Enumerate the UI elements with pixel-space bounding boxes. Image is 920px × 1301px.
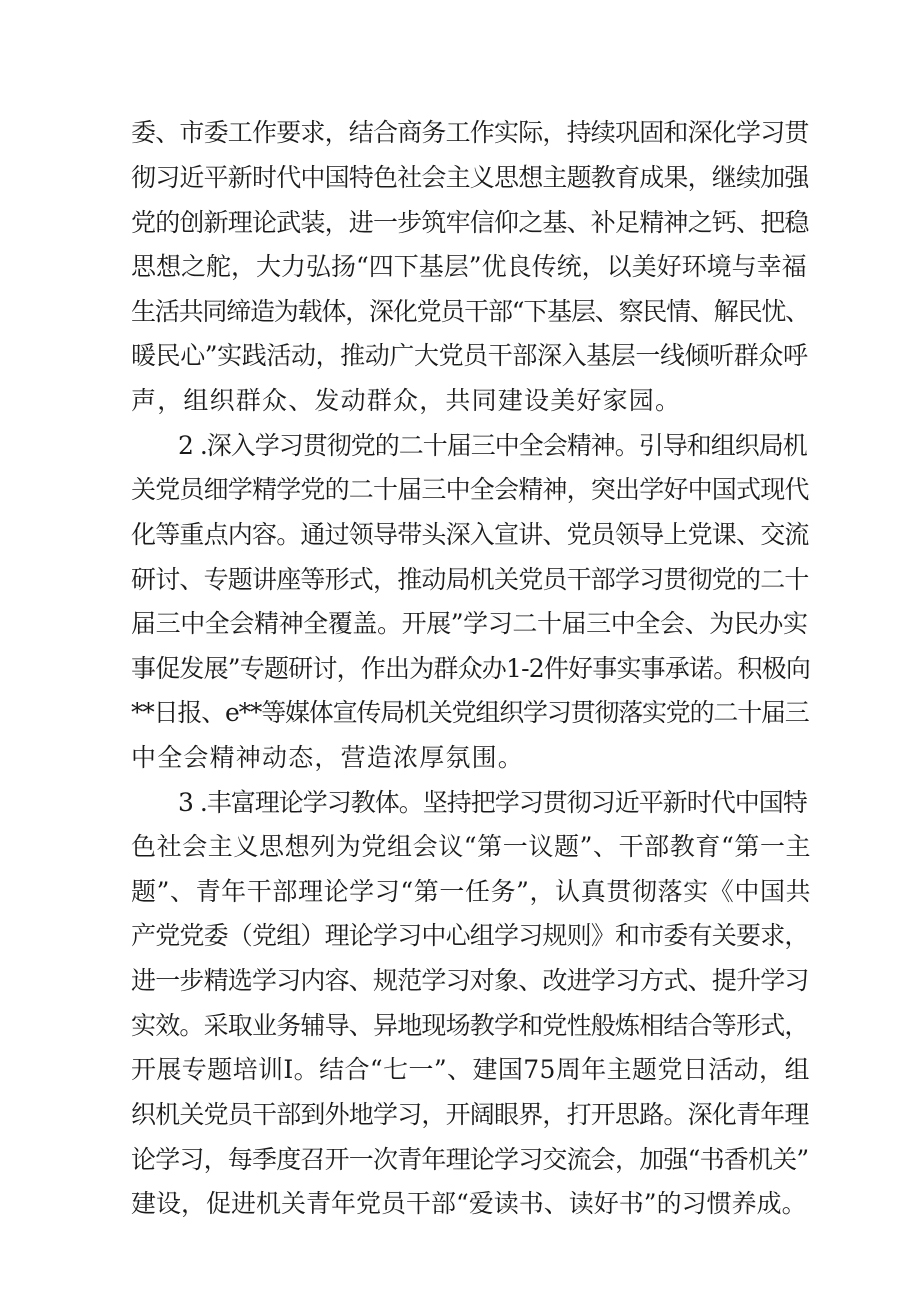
paragraph-1-line-6: 暖民心”实践活动，推动广大党员干部深入基层一线倾听群众呼 <box>131 341 808 370</box>
paragraph-2-line-4: 研讨、专题讲座等形式，推动局机关党员干部学习贯彻党的二十 <box>131 565 809 594</box>
paragraph-3-line-5: 进一步精选学习内容、规范学习对象、改进学习方式、提升学习 <box>131 966 809 995</box>
paragraph-3-line-2: 色社会主义思想列为党组会议“第一议题”、干部教育“第一主 <box>131 832 812 861</box>
paragraph-3-line-10: 建设，促进机关青年党员干部“爱读书、读好书”的习惯养成。 <box>131 1189 807 1218</box>
paragraph-1-line-7: 声，组织群众、发动群众，共同建设美好家园。 <box>131 386 682 415</box>
paragraph-1-line-2: 彻习近平新时代中国特色社会主义思想主题教育成果，继续加强 <box>131 163 809 192</box>
paragraph-3-line-3: 题”、青年干部理论学习“第一任务”，认真贯彻落实《中国共 <box>131 877 812 906</box>
paragraph-2-line-8: 中全会精神动态，营造浓厚氛围。 <box>131 743 525 772</box>
paragraph-3-line-8: 织机关党员干部到外地学习，开阔眼界，打开思路。深化青年理 <box>131 1100 809 1129</box>
paragraph-3-line-7: 开展专题培训I。结合“七一”、建国75周年主题党日活动，组 <box>131 1055 810 1084</box>
paragraph-3-line-1: 3 .丰富理论学习教体。坚持把学习贯彻习近平新时代中国特 <box>178 788 807 817</box>
paragraph-1-line-1: 委、市委工作要求，结合商务工作实际，持续巩固和深化学习贯 <box>131 118 809 147</box>
paragraph-3-line-9: 论学习，每季度召开一次青年理论学习交流会，加强“书香机关” <box>131 1145 809 1174</box>
paragraph-1-line-4: 思想之舵，大力弘扬“四下基层”优良传统，以美好环境与幸福 <box>131 252 807 281</box>
paragraph-2-line-2: 关党员细学精学党的二十届三中全会精神，突出学好中国式现代 <box>131 475 809 504</box>
paragraph-1-line-5: 生活共同缔造为载体，深化党员干部“下基层、察民情、解民忧、 <box>131 297 809 326</box>
paragraph-2-line-6: 事促发展”专题研讨，作出为群众办1-2件好事实事承诺。积极向 <box>131 654 811 683</box>
paragraph-2-line-5: 届三中全会精神全覆盖。开展”学习二十届三中全会、为民办实 <box>131 609 808 638</box>
paragraph-2-line-1: 2 .深入学习贯彻党的二十届三中全会精神。引导和组织局机 <box>178 431 807 460</box>
paragraph-3-line-6: 实效。采取业务辅导、异地现场教学和党性般炼相结合等形式， <box>131 1011 809 1040</box>
paragraph-3-line-4: 产党党委（党组）理论学习中心组学习规则》和市委有关要求， <box>131 921 809 950</box>
paragraph-2-line-7: **日报、e**等媒体宣传局机关党组织学习贯彻落实党的二十届三 <box>131 698 809 727</box>
paragraph-2-line-3: 化等重点内容。通过领导带头深入宣讲、党员领导上党课、交流 <box>131 520 809 549</box>
paragraph-1-line-3: 党的创新理论武装，进一步筑牢信仰之基、补足精神之钙、把稳 <box>131 208 809 237</box>
